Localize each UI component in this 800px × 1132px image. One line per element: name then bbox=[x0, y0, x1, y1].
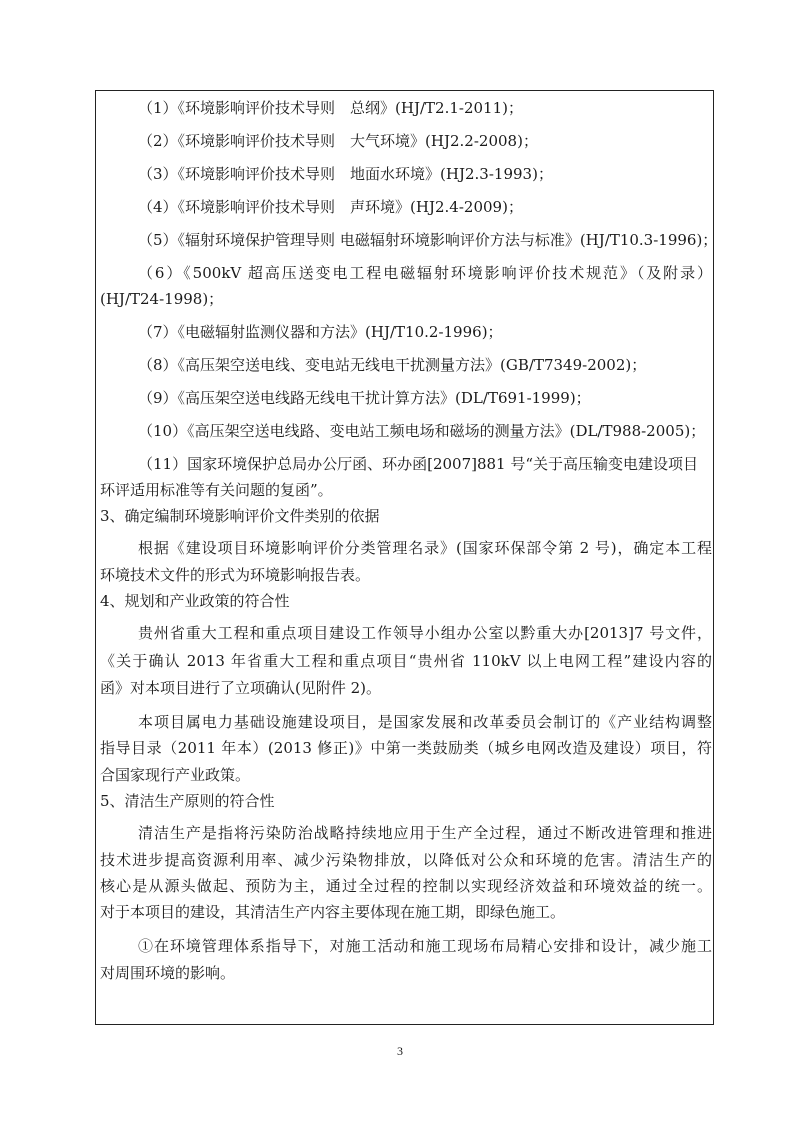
text-line: 环评适用标准等有关问题的复函”。 bbox=[100, 481, 333, 499]
text-line: （2）《环境影响评价技术导则 大气环境》(HJ2.2-2008)； bbox=[138, 132, 538, 150]
section-heading: 4、规划和产业政策的符合性 bbox=[100, 592, 290, 610]
page-number: 3 bbox=[397, 1044, 403, 1058]
text-line: 清洁生产是指将污染防治战略持续地应用于生产全过程，通过不断改进管理和推进 bbox=[138, 824, 712, 842]
text-line: （1）《环境影响评价技术导则 总纲》(HJ/T2.1-2011)； bbox=[138, 99, 523, 117]
text-line: （11）国家环境保护总局办公厅函、环办函[2007]881 号“关于高压输变电建设项目 bbox=[138, 455, 699, 473]
text-line: 合国家现行产业政策。 bbox=[100, 766, 251, 784]
section-heading: 5、清洁生产原则的符合性 bbox=[100, 792, 275, 810]
text-line: （3）《环境影响评价技术导则 地面水环境》(HJ2.3-1993)； bbox=[138, 165, 553, 183]
text-line: 《关于确认 2013 年省重大工程和重点项目“贵州省 110kV 以上电网工程”建设内容的 bbox=[100, 652, 712, 670]
text-line: 函》对本项目进行了立项确认(见附件 2)。 bbox=[100, 679, 382, 697]
text-line: 本项目属电力基础设施建设项目，是国家发展和改革委员会制订的《产业结构调整 bbox=[138, 713, 712, 731]
text-line: 贵州省重大工程和重点项目建设工作领导小组办公室以黔重大办[2013]7 号文件， bbox=[138, 624, 712, 642]
text-line: （10）《高压架空送电线路、变电站工频电场和磁场的测量方法》(DL/T988-2005)； bbox=[138, 422, 706, 440]
text-line: ①在环境管理体系指导下，对施工活动和施工现场布局精心安排和设计，减少施工 bbox=[138, 937, 712, 955]
text-line: （5）《辐射环境保护管理导则 电磁辐射环境影响评价方法与标准》(HJ/T10.3-1996)； bbox=[138, 231, 718, 249]
text-line: 核心是从源头做起、预防为主，通过全过程的控制以实现经济效益和环境效益的统一。 bbox=[100, 877, 712, 895]
text-line: （7）《电磁辐射监测仪器和方法》(HJ/T10.2-1996)； bbox=[138, 323, 503, 341]
text-line: 环境技术文件的形式为环境影响报告表。 bbox=[100, 566, 371, 584]
text-line: 指导目录（2011 年本）(2013 修正)》中第一类鼓励类（城乡电网改造及建设）项目，符 bbox=[100, 739, 712, 757]
text-line: （4）《环境影响评价技术导则 声环境》(HJ2.4-2009)； bbox=[138, 198, 523, 216]
text-line: （6）《500kV 超高压送变电工程电磁辐射环境影响评价技术规范》（及附录） bbox=[138, 264, 712, 282]
text-line: （9）《高压架空送电线路无线电干扰计算方法》(DL/T691-1999)； bbox=[138, 389, 591, 407]
text-line: 技术进步提高资源利用率、减少污染物排放，以降低对公众和环境的危害。清洁生产的 bbox=[100, 851, 712, 869]
section-heading: 3、确定编制环境影响评价文件类别的依据 bbox=[100, 507, 380, 525]
text-line: 根据《建设项目环境影响评价分类管理名录》(国家环保部令第 2 号)，确定本工程 bbox=[138, 539, 712, 557]
text-line: 对周围环境的影响。 bbox=[100, 964, 236, 982]
text-line: (HJ/T24-1998)； bbox=[100, 290, 224, 308]
text-line: 对于本项目的建设，其清洁生产内容主要体现在施工期，即绿色施工。 bbox=[100, 903, 566, 921]
text-line: （8）《高压架空送电线、变电站无线电干扰测量方法》(GB/T7349-2002)； bbox=[138, 356, 647, 374]
